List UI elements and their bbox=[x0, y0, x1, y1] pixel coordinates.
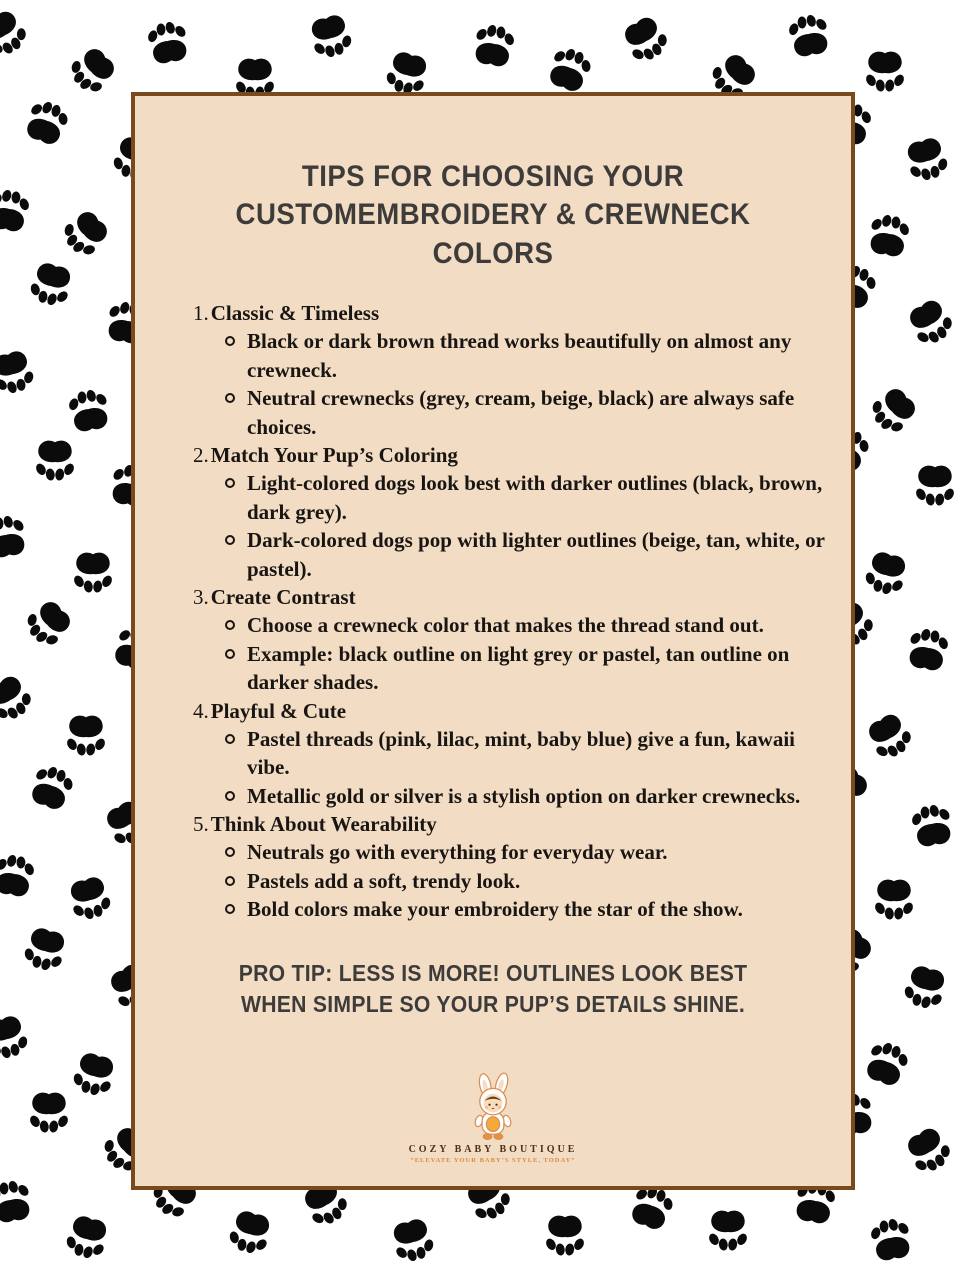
circle-bullet-icon bbox=[225, 535, 235, 545]
circle-bullet-icon bbox=[225, 791, 235, 801]
pro-tip-text: PRO TIP: LESS IS MORE! OUTLINES LOOK BEST WHEN SIMPLE SO YOUR PUP’S DETAILS SHINE. bbox=[238, 959, 748, 1017]
paw-print-icon bbox=[893, 1115, 959, 1186]
tip-point-text: Choose a crewneck color that makes the thread stand out. bbox=[247, 613, 764, 638]
tip-point-text: Light-colored dogs look best with darker outlines (black, brown, dark grey). bbox=[247, 471, 823, 524]
tip-point bbox=[225, 327, 851, 384]
paw-print-icon bbox=[895, 287, 959, 358]
bunny-mascot-icon bbox=[460, 1072, 526, 1142]
paw-print-icon bbox=[19, 754, 86, 821]
tip-number: 1. bbox=[193, 301, 209, 326]
tip-point bbox=[225, 895, 851, 924]
paw-print-icon bbox=[19, 253, 83, 317]
tip-point bbox=[225, 838, 851, 867]
paw-print-icon bbox=[59, 380, 119, 440]
paw-print-icon bbox=[138, 12, 198, 72]
paw-print-icon bbox=[0, 1171, 41, 1231]
paw-print-icon bbox=[60, 710, 112, 762]
paw-print-icon bbox=[898, 619, 958, 679]
circle-bullet-icon bbox=[225, 478, 235, 488]
paw-print-icon bbox=[58, 867, 122, 931]
paw-print-icon bbox=[0, 180, 39, 240]
tip-point-text: Example: black outline on light grey or pastel, tan outline on darker shades. bbox=[247, 641, 790, 695]
tip-point bbox=[225, 611, 851, 640]
tip-point bbox=[225, 469, 851, 526]
tip-point bbox=[225, 782, 851, 811]
paw-print-icon bbox=[218, 1201, 282, 1265]
brand-tagline: “ELEVATE YOUR BABY’S STYLE, TODAY” bbox=[410, 1157, 576, 1164]
tip-item bbox=[193, 697, 851, 811]
circle-bullet-icon bbox=[225, 393, 235, 403]
paw-print-icon bbox=[859, 205, 919, 265]
paw-print-icon bbox=[0, 341, 45, 405]
circle-bullet-icon bbox=[225, 847, 235, 857]
tip-item bbox=[193, 810, 851, 924]
tip-point-text: Bold colors make your embroidery the star of the show. bbox=[247, 897, 743, 922]
tip-points bbox=[193, 611, 851, 697]
paw-print-icon bbox=[854, 701, 925, 772]
tip-point bbox=[225, 526, 851, 583]
paw-print-icon bbox=[0, 1006, 39, 1070]
paw-print-icon bbox=[29, 435, 81, 487]
tip-number: 4. bbox=[193, 698, 209, 723]
brand-logo bbox=[135, 1072, 851, 1164]
paw-print-icon bbox=[895, 128, 959, 192]
paw-print-icon bbox=[299, 5, 363, 69]
tip-point-text: Black or dark brown thread works beautifully on almost any crewneck. bbox=[247, 329, 792, 382]
tip-point bbox=[225, 725, 851, 782]
tip-point-text: Dark-colored dogs pop with lighter outlines (beige, tan, white, or pastel). bbox=[247, 528, 825, 581]
tip-title: Playful & Cute bbox=[210, 698, 347, 723]
circle-bullet-icon bbox=[225, 620, 235, 630]
paw-print-icon bbox=[0, 663, 46, 734]
tips-list bbox=[135, 299, 851, 924]
paw-print-icon bbox=[868, 874, 920, 926]
tip-title: Think About Wearability bbox=[210, 812, 437, 837]
tip-number: 5. bbox=[193, 812, 209, 837]
tip-points bbox=[193, 838, 851, 924]
paw-print-icon bbox=[902, 795, 959, 855]
paw-print-icon bbox=[909, 460, 959, 512]
tip-heading bbox=[193, 441, 851, 469]
tip-title: Classic & Timeless bbox=[210, 301, 380, 326]
paw-print-icon bbox=[610, 4, 681, 75]
tip-item bbox=[193, 583, 851, 697]
tip-points bbox=[193, 725, 851, 811]
tip-item bbox=[193, 299, 851, 441]
paw-print-icon bbox=[23, 1087, 75, 1139]
paw-print-icon bbox=[539, 1210, 591, 1262]
paw-print-icon bbox=[67, 547, 119, 599]
circle-bullet-icon bbox=[225, 734, 235, 744]
tip-number: 2. bbox=[193, 443, 209, 468]
paw-print-icon bbox=[702, 1205, 754, 1257]
tip-points bbox=[193, 327, 851, 441]
paw-print-icon bbox=[464, 15, 524, 75]
paw-print-icon bbox=[381, 1209, 445, 1266]
tip-point-text: Neutrals go with everything for everyday wear. bbox=[247, 840, 668, 865]
paw-print-icon bbox=[55, 1206, 119, 1266]
page-title: TIPS FOR CHOOSING YOUR CUSTOMEMBROIDERY & CREWNECK COLORS bbox=[235, 160, 751, 270]
tip-title: Match Your Pup’s Coloring bbox=[210, 443, 458, 468]
paw-print-icon bbox=[13, 918, 77, 982]
tip-heading bbox=[193, 810, 851, 838]
paw-print-icon bbox=[779, 5, 839, 65]
paw-print-icon bbox=[0, 0, 41, 70]
tip-points bbox=[193, 469, 851, 583]
tip-item bbox=[193, 441, 851, 583]
paw-print-icon bbox=[859, 46, 911, 98]
tip-point-text: Pastel threads (pink, lilac, mint, baby blue) give a fun, kawaii vibe. bbox=[247, 726, 796, 780]
tip-point-text: Pastels add a soft, trendy look. bbox=[247, 868, 521, 893]
brand-name: COZY BABY BOUTIQUE bbox=[408, 1144, 578, 1155]
tips-panel bbox=[131, 92, 855, 1190]
tip-point-text: Neutral crewnecks (grey, cream, beige, black) are always safe choices. bbox=[247, 386, 795, 439]
tip-number: 3. bbox=[193, 585, 209, 610]
paw-print-icon bbox=[0, 506, 36, 566]
tip-heading bbox=[193, 299, 851, 327]
tip-point bbox=[225, 640, 851, 697]
paw-print-icon bbox=[0, 845, 44, 905]
paw-print-icon bbox=[893, 956, 957, 1020]
paw-print-icon bbox=[55, 34, 129, 108]
tip-point bbox=[225, 867, 851, 896]
circle-bullet-icon bbox=[225, 649, 235, 659]
tip-heading bbox=[193, 697, 851, 725]
tip-point-text: Metallic gold or silver is a stylish option on darker crewnecks. bbox=[247, 783, 801, 808]
paw-print-icon bbox=[14, 89, 81, 156]
circle-bullet-icon bbox=[225, 336, 235, 346]
circle-bullet-icon bbox=[225, 876, 235, 886]
circle-bullet-icon bbox=[225, 904, 235, 914]
tip-heading bbox=[193, 583, 851, 611]
tip-title: Create Contrast bbox=[210, 585, 356, 610]
paw-print-icon bbox=[861, 1209, 921, 1266]
tip-point bbox=[225, 384, 851, 441]
